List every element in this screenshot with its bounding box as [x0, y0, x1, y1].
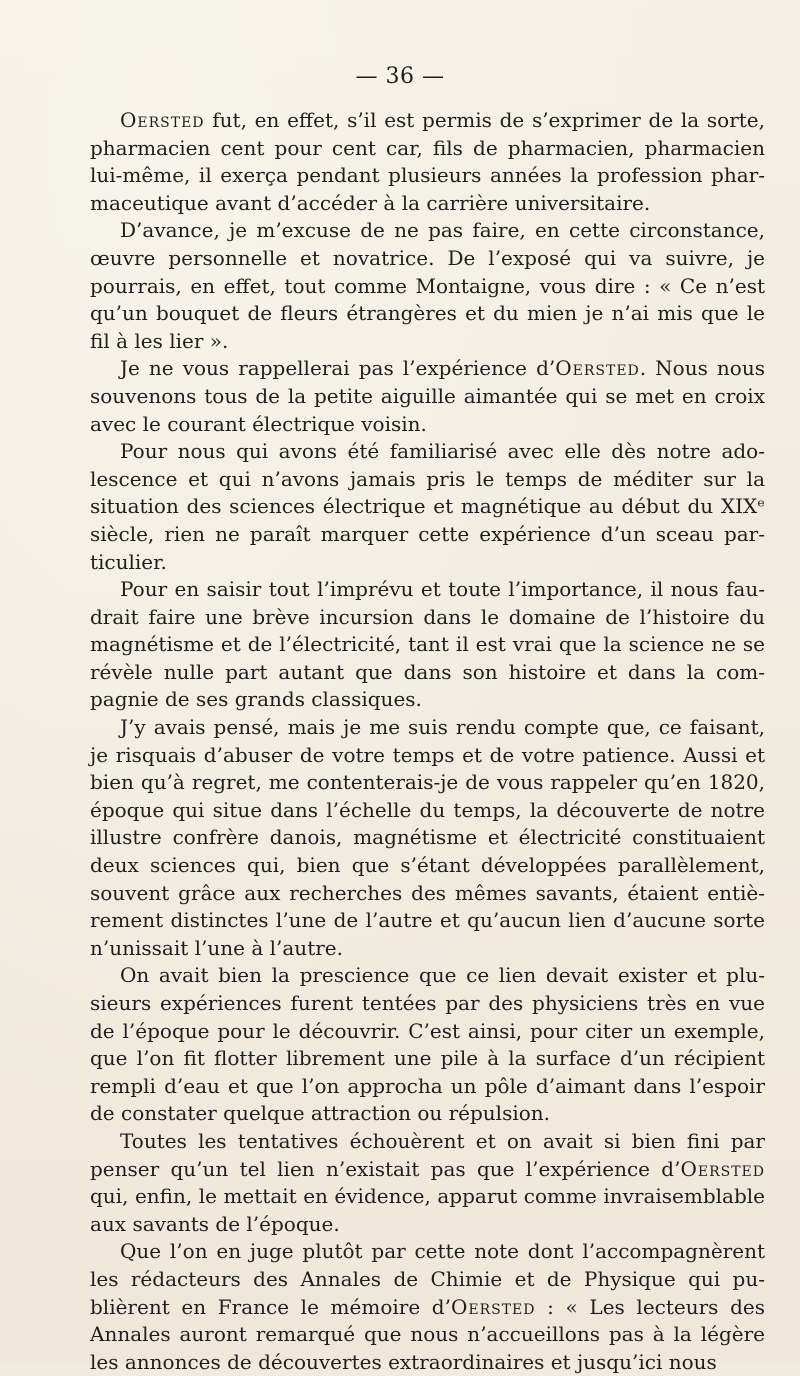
paragraph [90, 962, 765, 1128]
paragraph-text: Toutes les tentatives échouèrent et on avait si bien fini par penser qu’un tel lien n’existait pas que l’expérience d’ [90, 1128, 765, 1181]
paragraph [90, 1128, 765, 1238]
page-number: — 36 — [355, 64, 445, 89]
paragraph-text: Que l’on en juge plutôt par cette note dont l’accompagnèrent les rédacteurs des Annales de Chimie et de Physique qui publièrent en France le mémoire d’ [90, 1239, 765, 1319]
paragraph-text: On avait bien la prescience que ce lien devait exister et plusieurs expériences furent tentées par des physiciens très en vue de l’époque pour le découvrir. C’est ainsi, pour citer un exemple, que l’on fit flotter librement une pile à la surface d’un récipient rempli d’eau et que l’on approcha un pôle d’aimant dans l’espoir de constater quelque attraction ou répulsion. [90, 963, 765, 1126]
body-text [90, 107, 765, 1376]
paragraph [90, 714, 765, 962]
author-name-oersted: Oersted [120, 108, 205, 132]
paragraph-text: fut, en effet, s’il est permis de s’exprimer de la sorte, pharmacien cent pour cent car, fils de pharmacien, pharmacien lui-même, il exerça pendant plusieurs années la profession pharmaceutique avant d’accéder à la carrière universitaire. [90, 108, 765, 215]
paragraph-text: Je ne vous rappellerai pas l’expérience d’ [120, 356, 556, 381]
paragraph [90, 217, 765, 355]
paragraph-text: . Nous nous souvenons tous de la petite aiguille aimantée qui se met en croix avec le courant électrique voisin. [90, 356, 765, 436]
paragraph [90, 107, 765, 217]
paragraph [90, 355, 765, 438]
author-name-oersted: Oersted [680, 1156, 765, 1181]
paragraph-text: Pour en saisir tout l’imprévu et toute l’importance, il nous faudrait faire une brève incursion dans le domaine de l’histoire du magnétisme et de l’électricité, tant il est vrai que la science ne se révèle nulle part autant que dans son histoire et dans la compagnie de ses grands classiques. [90, 577, 765, 712]
author-name-oersted: Oersted [450, 1294, 536, 1319]
author-name-oersted: Oersted [555, 356, 640, 381]
paragraph-text: Pour nous qui avons été familiarisé avec elle dès notre adolescence et qui n’avons jamais pris le temps de méditer sur la situation des sciences électrique et magnétique au début du XIXᵉ siècle, rien ne paraît marquer cette expérience d’un sceau particulier. [90, 439, 765, 574]
paragraph [90, 576, 765, 714]
paragraph-text: qui, enfin, le mettait en évidence, apparut comme invraisemblable aux savants de l’époque. [90, 1184, 765, 1236]
paragraph [90, 438, 765, 576]
paragraph [90, 1238, 765, 1376]
paragraph-text: D’avance, je m’excuse de ne pas faire, en cette circonstance, œuvre personnelle et novatrice. De l’exposé qui va suivre, je pourrais, en effet, tout comme Montaigne, vous dire : « Ce n’est qu’un bouquet de fleurs étrangères et du mien je n’ai mis que le fil à les lier ». [90, 218, 765, 353]
paragraph-text: : « Les lecteurs des Annales auront remarqué que nous n’accueillons pas à la légère les annonces de découvertes extraordinaires et jusqu’ici nous [90, 1294, 765, 1374]
paragraph-text: J’y avais pensé, mais je me suis rendu compte que, ce faisant, je risquais d’abuser de votre temps et de votre patience. Aussi et bien qu’à regret, me contenterais-je de vous rappeler qu’en 1820, époque qui situe dans l’échelle du temps, la découverte de notre illustre confrère danois, magnétisme et électricité constituaient deux sciences qui, bien que s’étant développées parallèlement, souvent grâce aux recherches des mêmes savants, étaient entièrement distinctes l’une de l’autre et qu’aucun lien d’aucune sorte n’unissait l’une à l’autre. [90, 715, 765, 960]
